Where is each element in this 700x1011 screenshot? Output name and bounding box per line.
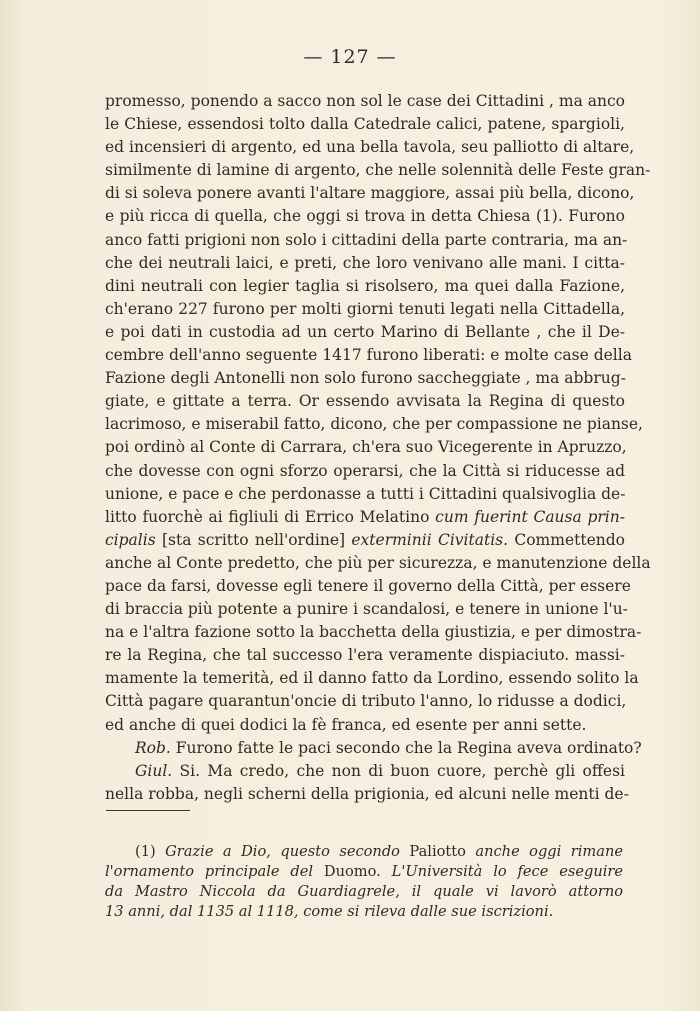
text-line <box>105 552 651 575</box>
text-line <box>105 506 625 529</box>
text-segment: e più ricca di quella, che oggi si trova in detta Chiesa (1). Furono <box>105 207 625 226</box>
text-segment: Paliotto <box>399 843 476 860</box>
text-line <box>105 667 639 690</box>
text-line <box>105 159 651 182</box>
footnote <box>105 842 623 922</box>
text-line <box>105 344 632 367</box>
footnote-divider <box>106 810 190 811</box>
text-segment: giate, e gittate a terra. Or essendo avvisata la Regina di questo <box>105 392 625 411</box>
italic-text: cum fuerint Causa prin- <box>435 507 625 526</box>
text-segment: re la Regina, che tal successo l'era veramente dispiaciuto. massi- <box>105 646 625 665</box>
text-line <box>105 760 625 783</box>
text-line <box>105 737 642 760</box>
text-segment: similmente di lamine di argento, che nelle solennità delle Feste gran- <box>105 161 651 180</box>
text-segment: (1) <box>135 843 166 860</box>
italic-text: da Mastro Niccola da Guardiagrele, il quale vi lavorò attorno <box>105 883 623 900</box>
text-line <box>105 390 625 413</box>
page-number: — 127 — <box>303 46 397 68</box>
text-line <box>105 644 625 667</box>
italic-text: 13 anni, dal 1135 al 1118, come si rileva dalle sue iscrizioni. <box>105 903 554 920</box>
text-segment: [sta scritto nell'ordine] <box>155 530 352 549</box>
text-line <box>105 460 625 483</box>
text-segment: di braccia più potente a punire i scandalosi, e tenere in unione l'u- <box>105 600 628 619</box>
text-segment: mamente la temerità, ed il danno fatto da Lordino, essendo solito la <box>105 669 639 688</box>
text-line <box>105 252 625 275</box>
text-line <box>105 529 625 552</box>
text-segment: e poi dati in custodia ad un certo Marino di Bellante , che il De- <box>105 322 625 341</box>
text-segment: Duomo. <box>313 863 392 880</box>
text-segment: Fazione degli Antonelli non solo furono saccheggiate , ma abbrug- <box>105 369 626 388</box>
text-segment: che dovesse con ogni sforzo operarsi, che la Città si riducesse ad <box>105 461 625 480</box>
text-line <box>105 182 635 205</box>
text-line <box>105 205 625 228</box>
text-line <box>105 136 635 159</box>
italic-text: l'ornamento principale del <box>105 863 314 880</box>
text-segment: lacrimoso, e miserabil fatto, dicono, che per compassione ne pianse, <box>105 415 643 434</box>
text-segment: unione, e pace e che perdonasse a tutti i Cittadini qualsivoglia de- <box>105 484 626 503</box>
text-segment: anche al Conte predetto, che più per sicurezza, e manutenzione della <box>105 553 651 572</box>
text-segment: Furono fatte le paci secondo che la Regina aveva ordinato? <box>170 738 642 757</box>
text-line <box>105 275 625 298</box>
text-segment: che dei neutrali laici, e preti, che loro venivano alle mani. I citta- <box>105 253 625 272</box>
text-segment: le Chiese, essendosi tolto dalla Catedrale calici, patene, spargioli, <box>105 115 625 134</box>
main-text <box>105 90 651 806</box>
italic-text: anche oggi rimane <box>475 843 624 860</box>
text-line <box>105 621 642 644</box>
text-segment: Commettendo <box>508 530 625 549</box>
text-line <box>105 690 625 713</box>
italic-text: cipalis <box>105 530 156 549</box>
text-line <box>105 436 625 459</box>
text-segment: di si soleva ponere avanti l'altare maggiore, assai più bella, dicono, <box>105 184 635 203</box>
text-line <box>105 714 625 737</box>
italic-text: Rob. <box>135 738 171 757</box>
text-segment: ed anche di quei dodici la fè franca, ed esente per anni sette. <box>105 715 587 734</box>
text-segment: cembre dell'anno seguente 1417 furono liberati: e molte case della <box>105 346 632 365</box>
text-segment: promesso, ponendo a sacco non sol le case dei Cittadini , ma anco <box>105 92 625 110</box>
text-line <box>105 113 625 136</box>
text-segment: nella robba, negli scherni della prigionia, ed alcuni nelle menti de- <box>105 784 629 803</box>
text-segment: dini neutrali con legier taglia si risolsero, ma quei dalla Fazione, <box>105 276 625 295</box>
text-segment: litto fuorchè ai figliuli di Errico Melatino <box>105 507 436 526</box>
text-line <box>105 367 625 390</box>
text-line <box>105 598 628 621</box>
text-line <box>105 321 625 344</box>
text-line <box>105 90 625 113</box>
text-segment: ch'erano 227 furono per molti giorni tenuti legati nella Cittadella, <box>105 299 625 318</box>
text-segment: pace da farsi, dovesse egli tenere il governo della Città, per essere <box>105 576 631 595</box>
text-segment: Città pagare quarantun'oncie di tributo l'anno, lo ridusse a dodici, <box>105 692 627 711</box>
text-line <box>105 483 625 506</box>
text-segment: na e l'altra fazione sotto la bacchetta della giustizia, e per dimostra- <box>105 623 642 642</box>
footnote-line <box>105 882 623 902</box>
text-line <box>105 413 643 436</box>
italic-text: L'Università lo fece eseguire <box>391 863 624 880</box>
footnote-line <box>105 902 623 922</box>
text-line <box>105 298 625 321</box>
text-segment: ed incensieri di argento, ed una bella tavola, seu palliotto di altare, <box>105 138 635 157</box>
italic-text: exterminii Civitatis. <box>351 530 509 549</box>
text-line <box>105 575 631 598</box>
italic-text: Grazie a Dio, questo secondo <box>165 843 400 860</box>
text-line <box>105 229 628 252</box>
text-segment: anco fatti prigioni non solo i cittadini della parte contraria, ma an- <box>105 230 628 249</box>
text-segment: poi ordinò al Conte di Carrara, ch'era suo Vicegerente in Apruzzo, <box>105 438 627 457</box>
italic-text: Giul. <box>135 761 173 780</box>
footnote-line <box>105 862 623 882</box>
text-line <box>105 783 629 806</box>
footnote-line <box>105 842 623 862</box>
text-segment: Si. Ma credo, che non di buon cuore, perchè gli offesi <box>172 761 625 780</box>
